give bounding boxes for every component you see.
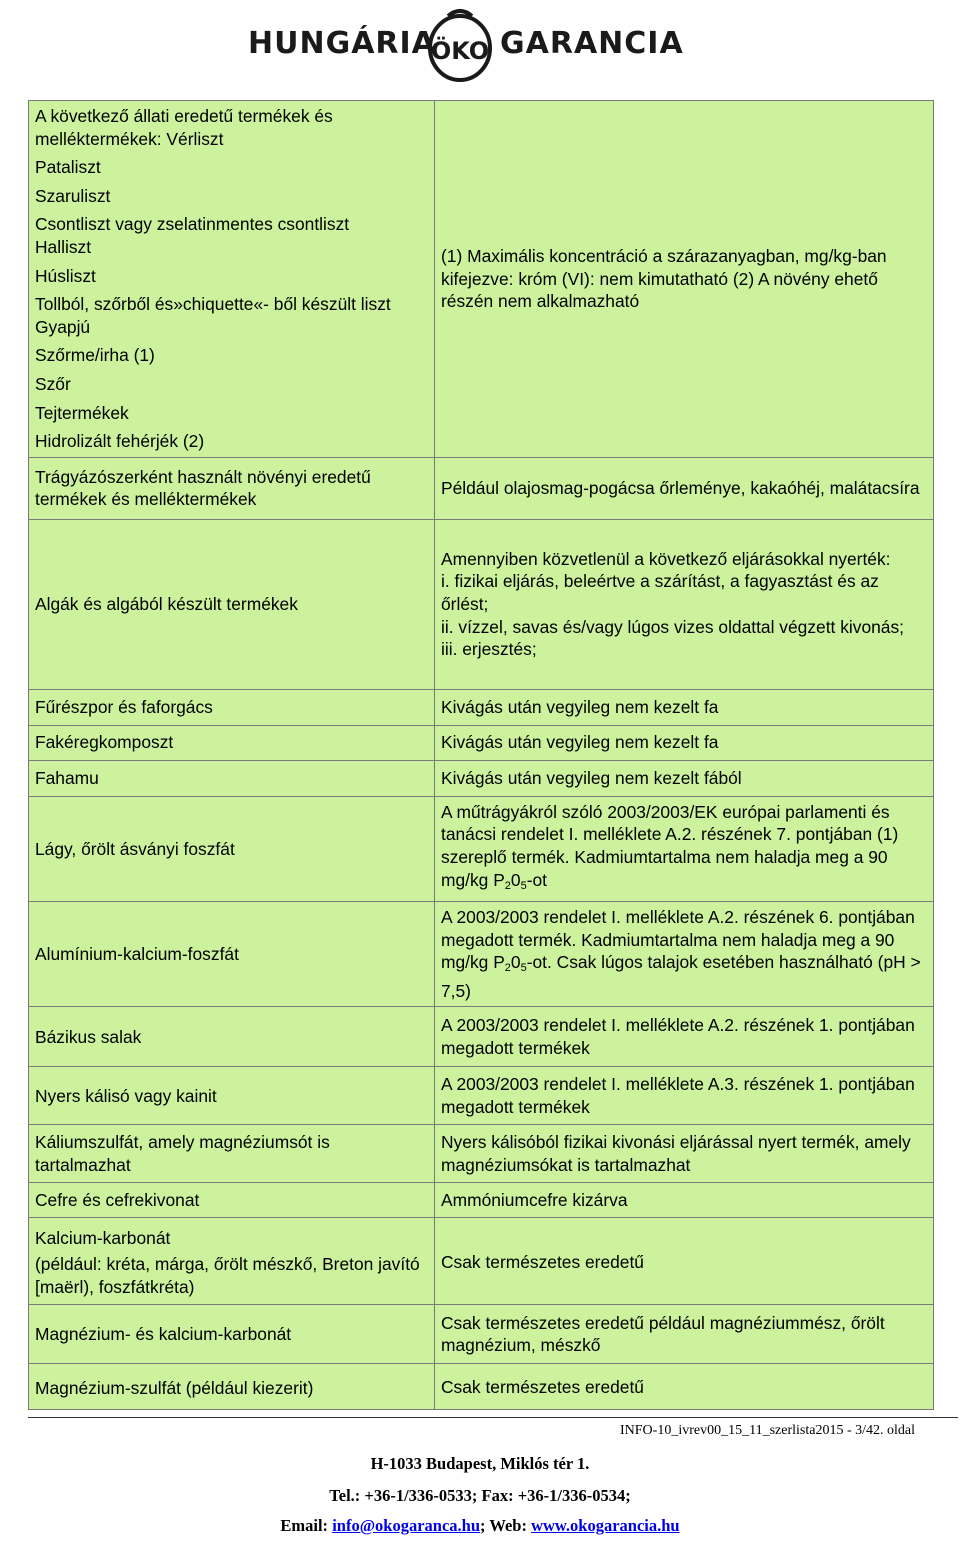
cell-line: A 2003/2003 rendelet I. melléklete A.3. részének 1. pontjában megadott termékek	[441, 1074, 915, 1117]
cell-line: Tollból, szőrből és»chiquette«- ből készült liszt Gyapjú	[35, 294, 391, 337]
table-cell-left	[29, 1364, 435, 1410]
table-cell-right	[435, 457, 934, 519]
cell-line: Alumínium-kalcium-foszfát	[35, 943, 239, 964]
footer-phone: Tel.: +36-1/336-0533; Fax: +36-1/336-0534;	[329, 1486, 631, 1505]
table-row	[29, 902, 934, 1007]
formula-tail: -ot	[526, 869, 548, 890]
table-cell-right	[435, 1125, 934, 1183]
cell-line: Amennyiben közvetlenül a következő eljárásokkal nyerték:	[441, 548, 891, 569]
table-cell-right	[435, 1007, 934, 1067]
cell-line: Kalcium-karbonát	[35, 1227, 171, 1248]
web-label: ; Web:	[480, 1516, 527, 1535]
cell-line: Bázikus salak	[35, 1026, 142, 1047]
table-cell-left	[29, 101, 435, 458]
logo-text-left: HUNGÁRIA	[248, 26, 436, 61]
table-row	[29, 760, 934, 796]
cell-line: Halliszt	[35, 236, 92, 257]
table-cell-left	[29, 902, 435, 1007]
cell-line: (1) Maximális koncentráció a szárazanyagban, mg/kg-ban kifejezve: króm (VI): nem kimutatható (2) A növény ehető részén nem alkalmazható	[441, 245, 887, 312]
table-cell-right	[435, 902, 934, 1007]
cell-line: Húsliszt	[35, 265, 96, 286]
table-cell-left	[29, 457, 435, 519]
subscript: 2	[504, 879, 511, 892]
table-cell-right	[435, 725, 934, 760]
page-header	[0, 0, 960, 84]
cell-line: Kivágás után vegyileg nem kezelt fa	[441, 696, 719, 717]
table-row	[29, 519, 934, 689]
table-row	[29, 1183, 934, 1218]
web-link[interactable]: www.okogarancia.hu	[531, 1516, 680, 1535]
cell-line: (például: kréta, márga, őrölt mészkő, Breton javító [maërl), foszfátkréta)	[35, 1254, 420, 1297]
cell-line: Trágyázószerként használt növényi eredetű termékek és melléktermékek	[35, 466, 371, 510]
document-code: INFO-10_ivrev00_15_11_szerlista2015 - 3/42. oldal	[620, 1423, 915, 1438]
table-row	[29, 101, 934, 458]
table-cell-right	[435, 1183, 934, 1218]
footer-address: H-1033 Budapest, Miklós tér 1.	[370, 1454, 590, 1473]
subscript: 5	[520, 962, 527, 975]
cell-line: Tejtermékek	[35, 402, 129, 423]
cell-line: Csak természetes eredetű	[441, 1252, 644, 1273]
cell-line: Fakéregkomposzt	[35, 732, 174, 753]
cell-line: Hidrolizált fehérjék (2)	[35, 431, 205, 452]
cell-line: Például olajosmag-pogácsa őrleménye, kakaóhéj, malátacsíra	[441, 477, 920, 498]
cell-line: A 2003/2003 rendelet I. melléklete A.2. részének 1. pontjában megadott termékek	[441, 1015, 915, 1058]
cell-line: Csak természetes eredetű például magnéziummész, őrölt magnézium, mészkő	[441, 1312, 885, 1356]
cell-line: Magnézium- és kalcium-karbonát	[35, 1324, 292, 1345]
table-cell-right	[435, 1305, 934, 1364]
footer-divider	[28, 1417, 958, 1418]
table-row	[29, 725, 934, 760]
cell-line: Szőr	[35, 373, 71, 394]
table-row	[29, 1218, 934, 1305]
table-cell-left	[29, 1007, 435, 1067]
table-cell-left	[29, 689, 435, 725]
logo-mid-text: ÖKO	[430, 37, 490, 65]
logo-emblem	[418, 4, 502, 84]
table-cell-right	[435, 1218, 934, 1305]
substance-table	[28, 100, 934, 1410]
cell-line: ii. vízzel, savas és/vagy lúgos vizes oldattal végzett kivonás;	[441, 616, 905, 637]
cell-line: Káliumszulfát, amely magnéziumsót is tartalmazhat	[35, 1132, 330, 1175]
table-cell-left	[29, 1125, 435, 1183]
cell-line: Kivágás után vegyileg nem kezelt fából	[441, 767, 742, 788]
table-cell-left	[29, 519, 435, 689]
cell-line: Fahamu	[35, 767, 99, 788]
cell-line: Szőrme/irha (1)	[35, 345, 155, 366]
table-cell-left	[29, 1305, 435, 1364]
cell-line: Nyers kálisó vagy kainit	[35, 1085, 217, 1106]
cell-line: Magnézium-szulfát (például kiezerit)	[35, 1377, 314, 1398]
table-cell-right	[435, 1067, 934, 1125]
formula-part: 0	[510, 869, 521, 890]
table-cell-right	[435, 689, 934, 725]
cell-line: A következő állati eredetű termékek és melléktermékek: Vérliszt	[35, 106, 333, 149]
table-row	[29, 796, 934, 901]
subscript: 5	[520, 879, 527, 892]
table-cell-right	[435, 519, 934, 689]
cell-line: Csontliszt vagy zselatinmentes csontliszt	[35, 214, 350, 235]
table-row	[29, 1364, 934, 1410]
cell-line: i. fizikai eljárás, beleértve a szárítást, a fagyasztást és az őrlést;	[441, 571, 879, 614]
table-cell-left	[29, 760, 435, 796]
table-cell-left	[29, 1183, 435, 1218]
cell-text: A műtrágyákról szóló 2003/2003/EK európai parlamenti és tanácsi rendelet I. melléklete A.2. részének 7. pontjában (1) szereplő termék. Kadmiumtartalma nem haladja meg a 90 mg/kg P	[441, 801, 899, 890]
cell-line: Kivágás után vegyileg nem kezelt fa	[441, 732, 719, 753]
table-cell-left	[29, 725, 435, 760]
table-row	[29, 1305, 934, 1364]
subscript: 2	[504, 962, 511, 975]
cell-line: Csak természetes eredetű	[441, 1376, 644, 1397]
table-cell-left	[29, 796, 435, 901]
logo-emblem-icon	[418, 4, 502, 84]
table-cell-right	[435, 101, 934, 458]
cell-line: Ammóniumcefre kizárva	[441, 1190, 628, 1211]
table-row	[29, 689, 934, 725]
cell-line: iii. erjesztés;	[441, 639, 537, 660]
table-cell-left	[29, 1067, 435, 1125]
cell-line: Algák és algából készült termékek	[35, 593, 298, 614]
cell-line: Lágy, őrölt ásványi foszfát	[35, 838, 235, 859]
cell-text: A 2003/2003 rendelet I. melléklete A.2. részének 6. pontjában megadott termék. Kadmiumtartalma nem haladja meg a 90 mg/kg P	[441, 907, 915, 973]
formula-part: 0	[510, 952, 521, 973]
table-row	[29, 1007, 934, 1067]
formula-tail: -ot. Csak lúgos talajok esetében használható (pH > 7,5)	[441, 952, 921, 1001]
cell-line: Szaruliszt	[35, 185, 111, 206]
table-cell-right	[435, 1364, 934, 1410]
logo-text-right: GARANCIA	[500, 26, 684, 61]
table-cell-right	[435, 796, 934, 901]
table-row	[29, 1067, 934, 1125]
cell-line: Cefre és cefrekivonat	[35, 1190, 200, 1211]
table-row	[29, 1125, 934, 1183]
cell-line: Fűrészpor és faforgács	[35, 696, 213, 717]
cell-line: Nyers kálisóból fizikai kivonási eljárással nyert termék, amely magnéziumsókat is tartalmazhat	[441, 1132, 911, 1175]
table-row	[29, 457, 934, 519]
cell-line: Pataliszt	[35, 157, 101, 178]
table-cell-left	[29, 1218, 435, 1305]
email-link[interactable]: info@okogaranca.hu	[332, 1516, 481, 1535]
email-label: Email:	[280, 1516, 329, 1535]
footer-contact	[0, 1516, 960, 1536]
table-cell-right	[435, 760, 934, 796]
